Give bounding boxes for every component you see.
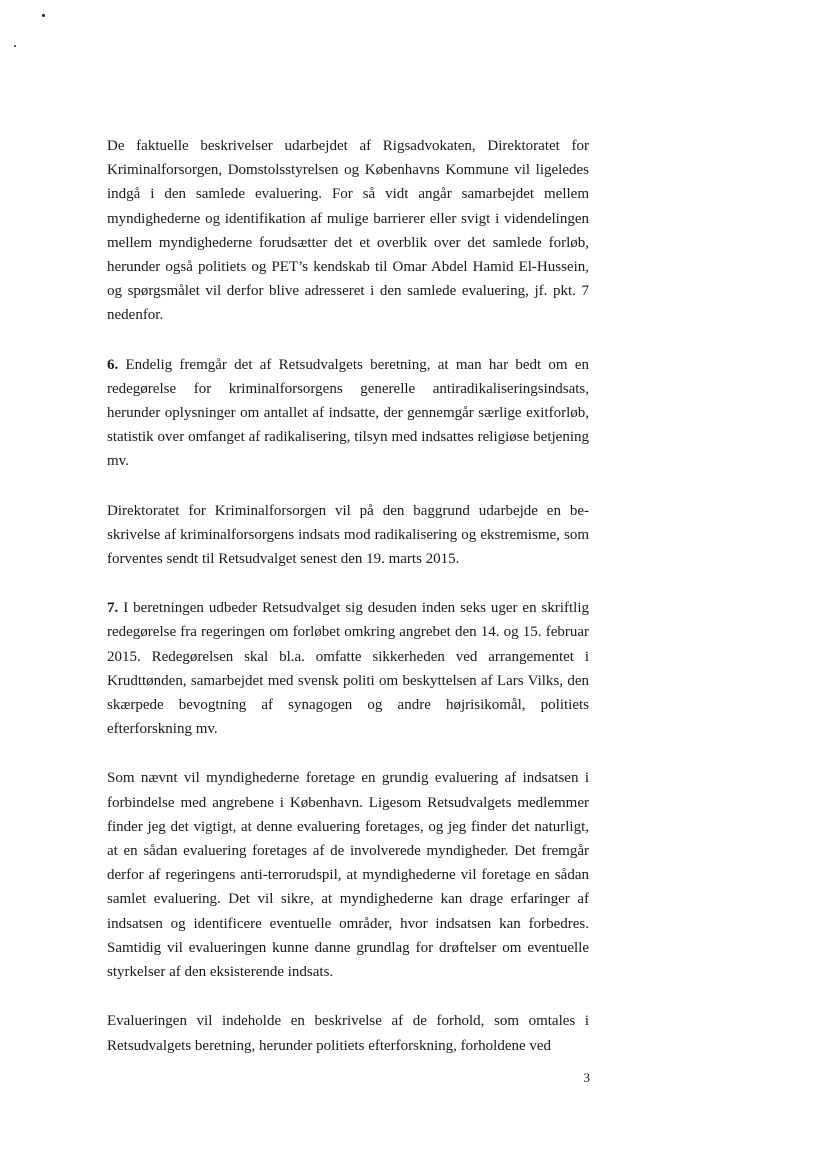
scan-speck — [42, 14, 45, 17]
paragraph-7 — [107, 596, 589, 741]
paragraph-text: De faktuelle beskrivelser udarbejdet af Rigsadvokaten, Direktoratet for Kriminalforsorgen, Domstolsstyrelsen og Københavns Kommune vil ligeledes indgå i den samlede evaluering. For så vidt angår samarbejdet mellem myndighederne og identifikation af mulige barrierer eller svigt i videndelingen mellem myndighederne forudsætter det et overblik over det samlede forløb, herunder også politiets og PET’s kendskab til Omar Abdel Hamid El-Hussein, og spørgsmålet vil derfor blive adresseret i den samlede evaluering, jf. pkt. 7 nedenfor. — [107, 138, 589, 324]
paragraph-text: Evalueringen vil indeholde en beskrivelse af de forhold, som omtales i Retsudvalgets beretning, herunder politiets efterforskning, forholdene ved — [107, 1013, 589, 1054]
paragraph-thorough-evaluation — [107, 766, 589, 984]
paragraph-6 — [107, 353, 589, 474]
paragraph-text: I beretningen udbeder Retsudvalget sig desuden inden seks uger en skriftlig redegørelse fra regeringen om forløbet omkring angrebet den 14. og 15. februar 2015. Redegørelsen skal bl.a. omfatte sikkerheden ved arrangementet i Krudttønden, samarbejdet med svensk politi om beskyttelsen af Lars Vilks, den skærpede bevogtning af synagogen og andre højrisikomål, politiets efterforskning mv. — [107, 600, 589, 738]
paragraph-text: Endelig fremgår det af Retsudvalgets beretning, at man har bedt om en redegørelse for kriminalforsorgens generelle antiradikaliseringsindsats, herunder oplysninger om antallet af indsatte, der gennemgår særlige exitforløb, statistik over omfanget af radikalisering, tilsyn med indsattes religiøse betjening mv. — [107, 356, 590, 470]
page-number: 3 — [583, 1070, 590, 1085]
scan-speck — [14, 45, 16, 47]
paragraph-evaluation-descriptions — [107, 134, 589, 328]
paragraph-text: Som nævnt vil myndighederne foretage en grundig evaluering af indsatsen i forbindelse med angrebene i København. Ligesom Retsudvalgets medlemmer finder jeg det vigtigt, at denne evaluering foretages, og jeg finder det naturligt, at en sådan evaluering foretages af de involverede myndigheder. Det fremgår derfor af regeringens anti-terrorudspil, at myndighederne vil foretage en sådan samlet evaluering. Det vil sikre, at myndighederne kan drage erfaringer af indsatsen og identificere eventuelle områder, hvor indsatsen kan forbedres. Samtidig vil evalueringen kunne danne grundlag for drøftelser om eventuelle styrkelser af den eksisterende indsats. — [107, 770, 589, 981]
paragraph-directorate — [107, 499, 589, 572]
paragraph-evaluation-contents — [107, 1009, 589, 1057]
paragraph-number: 6. — [107, 356, 119, 373]
document-body — [107, 134, 589, 1083]
paragraph-number: 7. — [107, 600, 119, 617]
paragraph-text: Direktoratet for Kriminalforsorgen vil på den baggrund udarbejde en beskrivelse af kriminalforsorgens indsats mod radikalisering og ekstremisme, som forventes sendt til Retsudvalget senest den 19. marts 2015. — [107, 502, 589, 568]
